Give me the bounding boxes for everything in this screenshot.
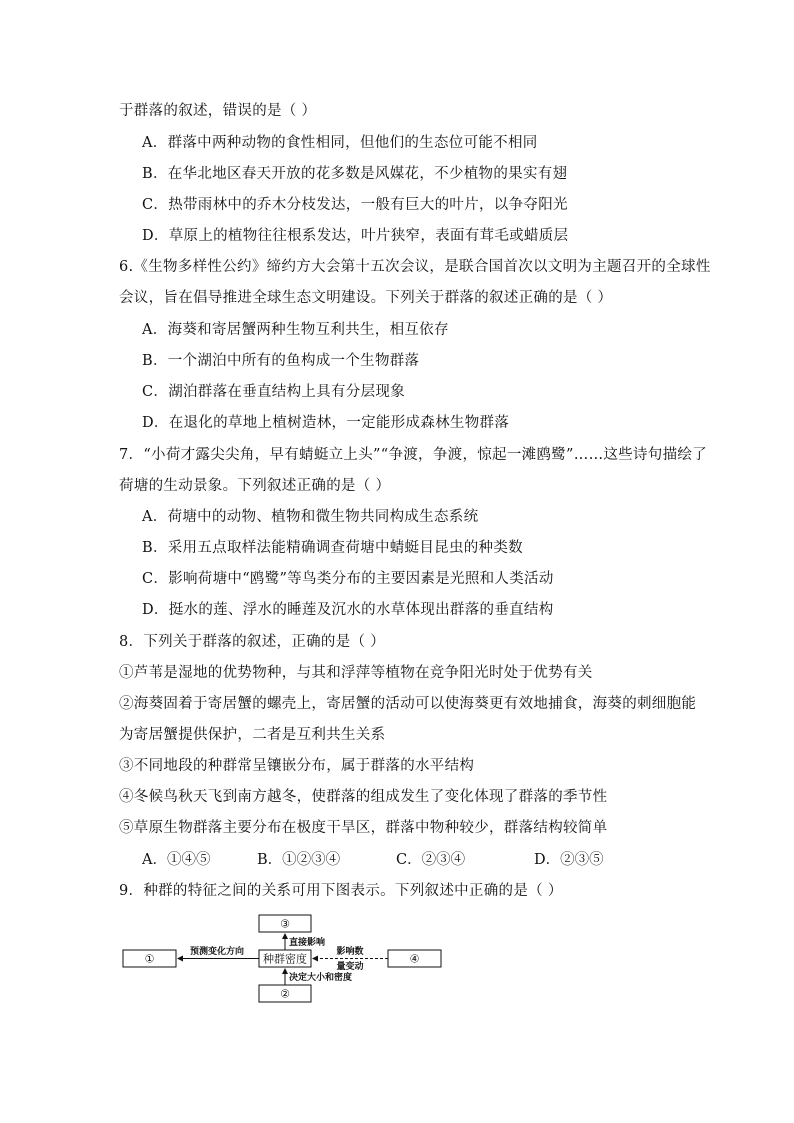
- q5-option-b: B．在华北地区春天开放的花多数是风媒花，不少植物的果实有翅: [142, 166, 568, 182]
- q6-stem-line1: 6.《生物多样性公约》缔约方大会第十五次会议，是联合国首次以文明为主题召开的全球性: [119, 259, 711, 275]
- q8-choice-a: A．①④⑤: [142, 852, 211, 868]
- q5-option-a: A．群落中两种动物的食性相同，但他们的生态位可能不相同: [142, 135, 538, 151]
- arrow4-label-line2: 量变动: [336, 962, 364, 972]
- q5-option-d: D．草原上的植物往往根系发达，叶片狭窄，表面有茸毛或蜡质层: [142, 228, 569, 244]
- arrow4-label-line1: 影响数: [336, 947, 364, 957]
- q6-stem-line2: 会议，旨在倡导推进全球生态文明建设。下列关于群落的叙述正确的是（ ）: [119, 290, 613, 306]
- box-3-label: ③: [280, 917, 290, 931]
- q8-statement-5: ⑤草原生物群落主要分布在极度干旱区，群落中物种较少，群落结构较简单: [119, 820, 608, 836]
- box-4-label: ④: [409, 952, 420, 966]
- q8-statement-1: ①芦苇是湿地的优势物种，与其和浮萍等植物在竞争阳光时处于优势有关: [119, 665, 593, 681]
- population-characteristics-diagram: [120, 912, 450, 1007]
- box-1-label: ①: [144, 952, 155, 966]
- arrow3-label: 直接影响: [289, 938, 326, 948]
- box-2-label: ②: [280, 987, 290, 1001]
- arrow2-label: 决定大小和密度: [289, 973, 353, 983]
- q8-statement-2: ②海葵固着于寄居蟹的螺壳上，寄居蟹的活动可以使海葵更有效地捕食，海葵的刺细胞能: [119, 696, 697, 712]
- q8-statement-4: ④冬候鸟秋天飞到南方越冬，使群落的组成发生了变化体现了群落的季节性: [119, 789, 608, 805]
- q7-option-a: A．荷塘中的动物、植物和微生物共同构成生态系统: [142, 509, 479, 525]
- q8-statement-3: ③不同地段的种群常呈镶嵌分布，属于群落的水平结构: [119, 758, 475, 774]
- q7-stem-line2: 荷塘的生动景象。下列叙述正确的是（ ）: [119, 478, 391, 494]
- q7-stem-line1: 7．“小荷才露尖尖角，早有蜻蜓立上头”“争渡，争渡，惊起一滩鸥鹭”……这些诗句描绘了: [119, 447, 707, 463]
- q7-option-d: D．挺水的莲、浮水的睡莲及沉水的水草体现出群落的垂直结构: [142, 602, 554, 618]
- q8-choice-c: C．②③④: [396, 852, 466, 868]
- q8-choices: [142, 848, 662, 868]
- q5-stem: 于群落的叙述，错误的是（ ）: [119, 103, 317, 119]
- q8-choice-d: D．②③⑤: [534, 852, 604, 868]
- q6-option-a: A．海葵和寄居蟹两种生物互利共生，相互依存: [142, 322, 449, 338]
- q6-option-b: B．一个湖泊中所有的鱼构成一个生物群落: [142, 353, 420, 369]
- q6-option-c: C．湖泊群落在垂直结构上具有分层现象: [142, 384, 405, 400]
- q7-option-c: C．影响荷塘中“鸥鹭”等鸟类分布的主要因素是光照和人类活动: [142, 571, 554, 587]
- q9-stem: 9．种群的特征之间的关系可用下图表示。下列叙述中正确的是（ ）: [119, 883, 563, 899]
- q5-option-c: C．热带雨林中的乔木分枝发达，一般有巨大的叶片，以争夺阳光: [142, 197, 568, 213]
- q7-option-b: B．采用五点取样法能精确调查荷塘中蜻蜓目昆虫的种类数: [142, 540, 523, 556]
- q8-statement-2-cont: 为寄居蟹提供保护，二者是互利共生关系: [119, 727, 386, 743]
- q8-stem: 8．下列关于群落的叙述，正确的是（ ）: [119, 634, 386, 650]
- q6-option-d: D．在退化的草地上植树造林，一定能形成森林生物群落: [142, 415, 510, 431]
- center-label: 种群密度: [263, 952, 307, 966]
- q8-choice-b: B．①②③④: [257, 852, 341, 868]
- arrow1-label: 预测变化方向: [189, 947, 245, 957]
